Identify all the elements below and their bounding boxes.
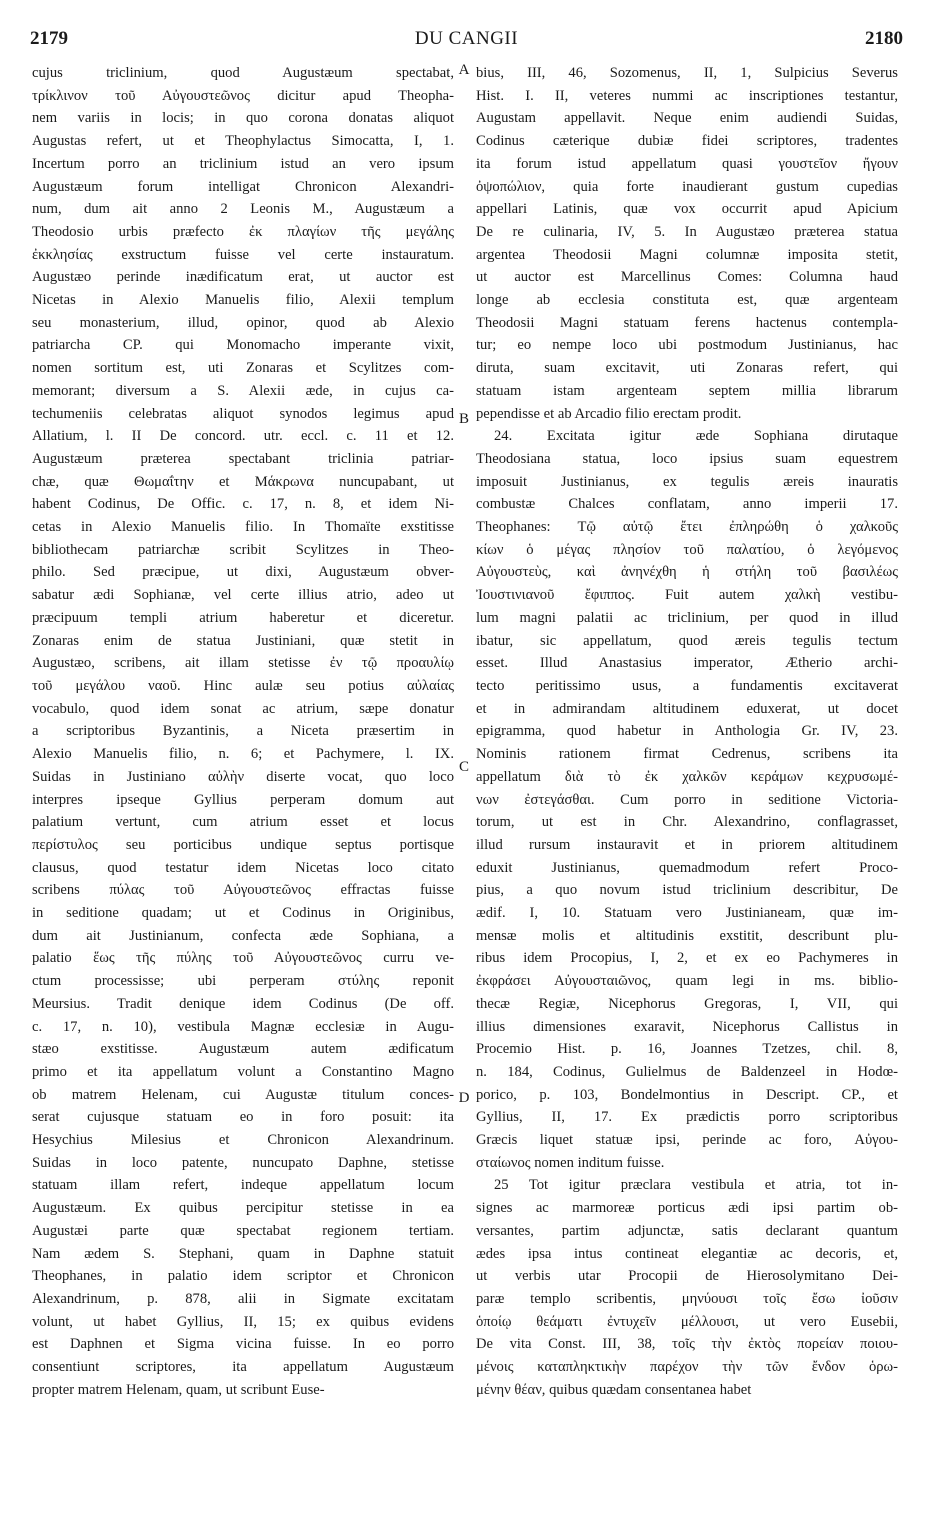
text-line: techumeniis celebratas aliquot synodos legimus apud: [32, 405, 454, 422]
text-line: Augustæum præterea spectabant triclinia patriar-: [32, 450, 454, 467]
text-line: μένην θέαν, quibus quædam consentanea habet: [476, 1381, 752, 1398]
text-line: Nominis rationem firmat Cedrenus, scribens ita: [476, 746, 898, 763]
text-line: consentiunt scriptores, ita appellatum Augustæum: [32, 1359, 454, 1376]
text-line: ita forum istud appellatum quasi γουστεῖον ἤγουν: [476, 155, 898, 172]
text-line: scribens πύλας τοῦ Αὐγουστεῶνος effractas fuisse: [32, 882, 454, 899]
text-line: ob matrem Helenam, cui Augustæ titulum conces-: [32, 1086, 454, 1103]
text-line: bius, III, 46, Sozomenus, II, 1, Sulpicius Severus: [476, 65, 898, 81]
text-line: palatio ἕως τῆς πύλης τοῦ Αὐγουστεῶνος curru ve-: [32, 950, 454, 967]
text-line: ctum processisse; ubi perperam στύλης reponit: [32, 973, 454, 990]
text-line: Augustæo, scribens, ait illam stetisse ἐν τῷ προαυλίῳ: [32, 655, 454, 672]
text-line: τοῦ μεγάλου ναοῦ. Hinc aulæ seu potius αὐλαίας: [32, 677, 454, 694]
text-line: νων ἐστεγάσθαι. Cum porro in seditione Victoria-: [476, 791, 898, 808]
text-line: eduxit Justinianus, quemadmodum refert Proco-: [476, 859, 898, 876]
page-header: [30, 28, 903, 58]
text-line: ὁποίῳ θεάματι ἐντυχεῖν μέλλουσι, ut vero Eusebii,: [476, 1313, 898, 1330]
text-line: paræ templo scribentis, μηνύουσι τοῖς ἔσω ἰοῦσιν: [476, 1290, 898, 1307]
text-line: Alexandrinum, p. 878, alii in Sigmate excitatam: [32, 1290, 454, 1307]
text-line: ut verbis utar Procopii de Hierosolymitano Dei-: [476, 1268, 898, 1285]
text-line: habent Codinus, De Offic. c. 17, n. 8, et idem Ni-: [32, 496, 454, 513]
text-line: 24. Excitata igitur æde Sophiana dirutaque: [494, 428, 898, 445]
text-line: Nam ædem S. Stephani, quam in Daphne statuit: [32, 1245, 454, 1262]
text-line: Theodosiana statua, loco ipsius suam equestrem: [476, 450, 898, 467]
text-line: bibliothecam patriarchæ scribit Scylitzes in Theo-: [32, 541, 454, 558]
text-line: præcipuum templi atrium haberetur et diceretur.: [32, 609, 454, 626]
text-line: lum magni palatii ac triclinium, per quod in illud: [476, 609, 898, 626]
text-line: Alexio Manuelis filio, n. 6; et Pachymere, l. IX.: [32, 746, 454, 763]
margin-marker-b: B: [458, 411, 469, 427]
text-line: Nicetas in Alexio Manuelis filio, Alexii templum: [32, 292, 454, 309]
text-line: cetas in Alexio Manuelis filio. In Thomaïte exstitisse: [32, 519, 454, 536]
text-line: dum ait Justinianum, confecta æde Sophiana, a: [32, 927, 454, 944]
text-line: Zonaras enim de statua Justiniani, quæ stetit in: [32, 632, 454, 649]
text-line: Hesychius Milesius et Chronicon Alexandrinum.: [32, 1132, 454, 1149]
text-line: philo. Sed præcipue, ut dixi, Augustæum obver-: [32, 564, 454, 581]
text-line: ἐκφράσει Αὐγουσταιῶνος, quam legi in ms. biblio-: [476, 973, 898, 990]
text-line: serat cujusque statuam eo in foro posuit: ita: [32, 1109, 454, 1126]
text-line: cujus triclinium, quod Augustæum spectabat,: [32, 65, 454, 81]
page-number-left: 2179: [30, 28, 68, 49]
text-line: in seditione quadam; ut et Codinus in Originibus,: [32, 905, 454, 922]
text-line: ἐκκλησίας exstructum fuisse vel certe instauratum.: [32, 246, 454, 263]
text-line: esset. Illud Anastasius imperator, Ætherio archi-: [476, 655, 898, 672]
text-line: Gyllius, II, 17. Ex prædictis porro scriptoribus: [476, 1109, 898, 1126]
text-line: De vita Const. III, 38, τοῖς τὴν ἐκτὸς πορείαν ποιου-: [476, 1336, 898, 1353]
text-line: signes ac marmoreæ porticus ædi ipsi partim ob-: [476, 1200, 898, 1217]
text-line: Augustas refert, ut et Theophylactus Simocatta, I, 1.: [32, 133, 454, 150]
text-line: statuam istam argenteam septem millia librarum: [476, 382, 898, 399]
page-number-right: 2180: [865, 28, 903, 49]
text-line: a scriptoribus Byzantinis, a Niceta præsertim in: [32, 723, 454, 740]
text-line: Meursius. Tradit denique idem Codinus (De off.: [32, 995, 454, 1012]
text-line: mensæ molis et altitudinis exstitit, describunt plu-: [476, 927, 898, 944]
text-line: ut auctor est Marcellinus Comes: Columna haud: [476, 269, 898, 286]
text-line: pius, a quo novum istud triclinium describitur, De: [476, 882, 898, 899]
text-line: Incertum porro an triclinium istud an vero ipsum: [32, 155, 454, 172]
text-line: μένοις καταπληκτικὴν παρέχον τὴν τῶν ἔνδον ὁρω-: [476, 1359, 898, 1376]
text-line: tecto peritissimo usus, a fundamentis excitaverat: [476, 677, 898, 694]
text-line: tur; eo nempe loco ubi postmodum Justinianus, hac: [476, 337, 898, 354]
text-line: Græcis liquet statuæ ipsi, perinde ac foro, Αὐγου-: [476, 1132, 898, 1149]
text-line: vocabulo, quod idem sonat ac atrium, sæpe donatur: [32, 700, 454, 717]
text-line: Allatium, l. II De concord. utr. eccl. c. 11 et 12.: [32, 428, 454, 445]
text-line: ribus idem Procopius, I, 2, et ex eo Pachymeres in: [476, 950, 898, 967]
text-line: ædes ipsa intus contineat elegantiæ ac decoris, et,: [476, 1245, 898, 1262]
text-line: Ἰουστινιανοῦ ἔφιππος. Fuit autem χαλκὴ vestibu-: [476, 587, 898, 604]
text-line: memorant; diversum a S. Alexii æde, in cujus ca-: [32, 382, 454, 399]
text-line: 25 Tot igitur præclara vestibula et atria, tot in-: [494, 1177, 898, 1194]
text-line: combustæ Chalces conflatam, anno imperii 17.: [476, 496, 898, 513]
text-line: Theodosii Magni statuam ferens hactenus contempla-: [476, 314, 898, 331]
text-line: torum, ut est in Chr. Alexandrino, conflagrasset,: [476, 814, 898, 831]
text-line: statuam illam refert, indeque appellatum locum: [32, 1177, 454, 1194]
text-line: nem variis in locis; in quo corona donatas aliquot: [32, 110, 454, 127]
text-line: num, dum ait anno 2 Leonis M., Augustæum a: [32, 201, 454, 218]
text-line: ὀψοπώλιον, quia forte inaudierant gustum cupedias: [476, 178, 898, 195]
text-line: est Daphnen et Sigma vicina fuisse. In eo porro: [32, 1336, 454, 1353]
text-line: Αὐγουστεὺς, καὶ ἀνηνέχθη ἡ στήλη τοῦ βασιλέως: [476, 564, 898, 581]
text-line: τρίκλινον τοῦ Αὐγουστεῶνος dicitur apud Theopha-: [32, 87, 454, 104]
text-line: Codinus cæterique dubiæ fidei scriptores, tradentes: [476, 133, 898, 150]
text-line: et in admirandam altitudinem eduxerat, ut docet: [476, 700, 898, 717]
text-line: περίστυλος seu porticibus undique septus portisque: [32, 836, 454, 853]
text-line: longe ab ecclesia constituta est, quæ argenteam: [476, 292, 898, 309]
text-line: clausus, quod testatur idem Nicetas loco citato: [32, 859, 454, 876]
running-title: DU CANGII: [414, 28, 519, 49]
text-line: Theodosio urbis præfecto ἐκ πλαγίων τῆς μεγάλης: [32, 223, 454, 240]
left-column: [32, 62, 454, 1401]
text-line: Augustæum. Ex quibus percipitur stetisse in ea: [32, 1200, 454, 1217]
text-line: Augustæi parte quæ spectabat regionem tertiam.: [32, 1222, 454, 1239]
right-column: [476, 62, 898, 1401]
text-line: n. 184, Codinus, Gulielmus de Baldenzeel in Hodœ-: [476, 1063, 898, 1080]
text-line: Suidas in loco patente, nuncupato Daphne, stetisse: [32, 1154, 454, 1171]
text-line: argentea Theodosii Magni columnæ imposita stetit,: [476, 246, 898, 263]
text-line: imposuit Justinianus, ex tegulis æreis inauratis: [476, 473, 898, 490]
text-line: thecæ Regiæ, Nicephorus Gregoras, I, VII, qui: [476, 995, 898, 1012]
text-line: c. 17, n. 10), vestibula Magnæ ecclesiæ in Augu-: [32, 1018, 454, 1035]
text-line: stæo exstitisse. Augustæum autem ædificatum: [32, 1041, 454, 1058]
text-line: seu monasterium, illud, opinor, quod ab Alexio: [32, 314, 454, 331]
text-line: nomen sortitum est, uti Zonaras et Scylitzes com-: [32, 360, 454, 377]
text-line: De re culinaria, IV, 5. In Augustæo præterea statua: [476, 223, 898, 240]
text-line: σταίωνος nomen inditum fuisse.: [476, 1154, 665, 1171]
text-line: interpres ipseque Gyllius perperam domum aut: [32, 791, 454, 808]
text-line: sabatur ædi Sophianæ, vel certe illius atrio, adeo ut: [32, 587, 454, 604]
text-line: palatium vertunt, cum atrium esset et locus: [32, 814, 454, 831]
text-line: volunt, ut habet Gyllius, II, 15; ex quibus evidens: [32, 1313, 454, 1330]
text-line: illud rursum instauravit et in priorem altitudinem: [476, 836, 898, 853]
text-line: chæ, quæ Θωμαΐτην et Μάκρωνα nuncupabant, ut: [32, 473, 454, 490]
text-line: propter matrem Helenam, quam, ut scribunt Euse-: [32, 1381, 325, 1398]
text-line: Theophanes, in palatio idem scriptor et Chronicon: [32, 1268, 454, 1285]
text-line: patriarcha CP. qui Monomacho imperante vixit,: [32, 337, 454, 354]
text-line: pependisse et ab Arcadio filio erectam prodit.: [476, 405, 742, 422]
margin-marker-a: A: [458, 62, 470, 78]
text-line: Augustæum forum intelligat Chronicon Alexandri-: [32, 178, 454, 195]
text-line: diruta, suam excitavit, uti Zonaras refert, qui: [476, 360, 898, 377]
text-line: primo et ita appellatum volunt a Constantino Magno: [32, 1063, 454, 1080]
text-line: ædif. I, 10. Statuam vero Justinianeam, quæ im-: [476, 905, 898, 922]
text-line: illius dimensiones exaravit, Nicephorus Callistus in: [476, 1018, 898, 1035]
text-line: Augustam appellavit. Neque enim audiendi Suidas,: [476, 110, 898, 127]
text-line: Hist. I. II, veteres nummi ac inscriptiones testantur,: [476, 87, 898, 104]
text-line: Augustæo perinde inædificatum erat, ut auctor est: [32, 269, 454, 286]
text-line: κίων ὁ μέγας πλησίον τοῦ παλατίου, ὁ λεγόμενος: [476, 541, 898, 558]
margin-marker-c: C: [458, 759, 469, 775]
text-line: epigramma, quod habetur in Anthologia Gr. IV, 23.: [476, 723, 898, 740]
text-line: porico, p. 103, Bondelmontius in Descript. CP., et: [476, 1086, 898, 1103]
text-line: Procemio Hist. p. 16, Joannes Tzetzes, chil. 8,: [476, 1041, 898, 1058]
text-line: versantes, partim adjunctæ, satis declarant quantum: [476, 1222, 898, 1239]
text-line: appellatum διὰ τὸ ἐκ χαλκῶν κεράμων κεχρυσωμέ-: [476, 768, 898, 785]
text-line: Theophanes: Τῷ αὐτῷ ἔτει ἐπληρώθη ὁ χαλκοῦς: [476, 519, 898, 536]
margin-marker-d: D: [458, 1090, 470, 1106]
text-line: appellari Latinis, quæ vox occurrit apud Apicium: [476, 201, 898, 218]
text-line: Suidas in Justiniano αὐλὴν diserte vocat, quo loco: [32, 768, 454, 785]
text-line: ibatur, sic appellatum, quod æreis tegulis tectum: [476, 632, 898, 649]
